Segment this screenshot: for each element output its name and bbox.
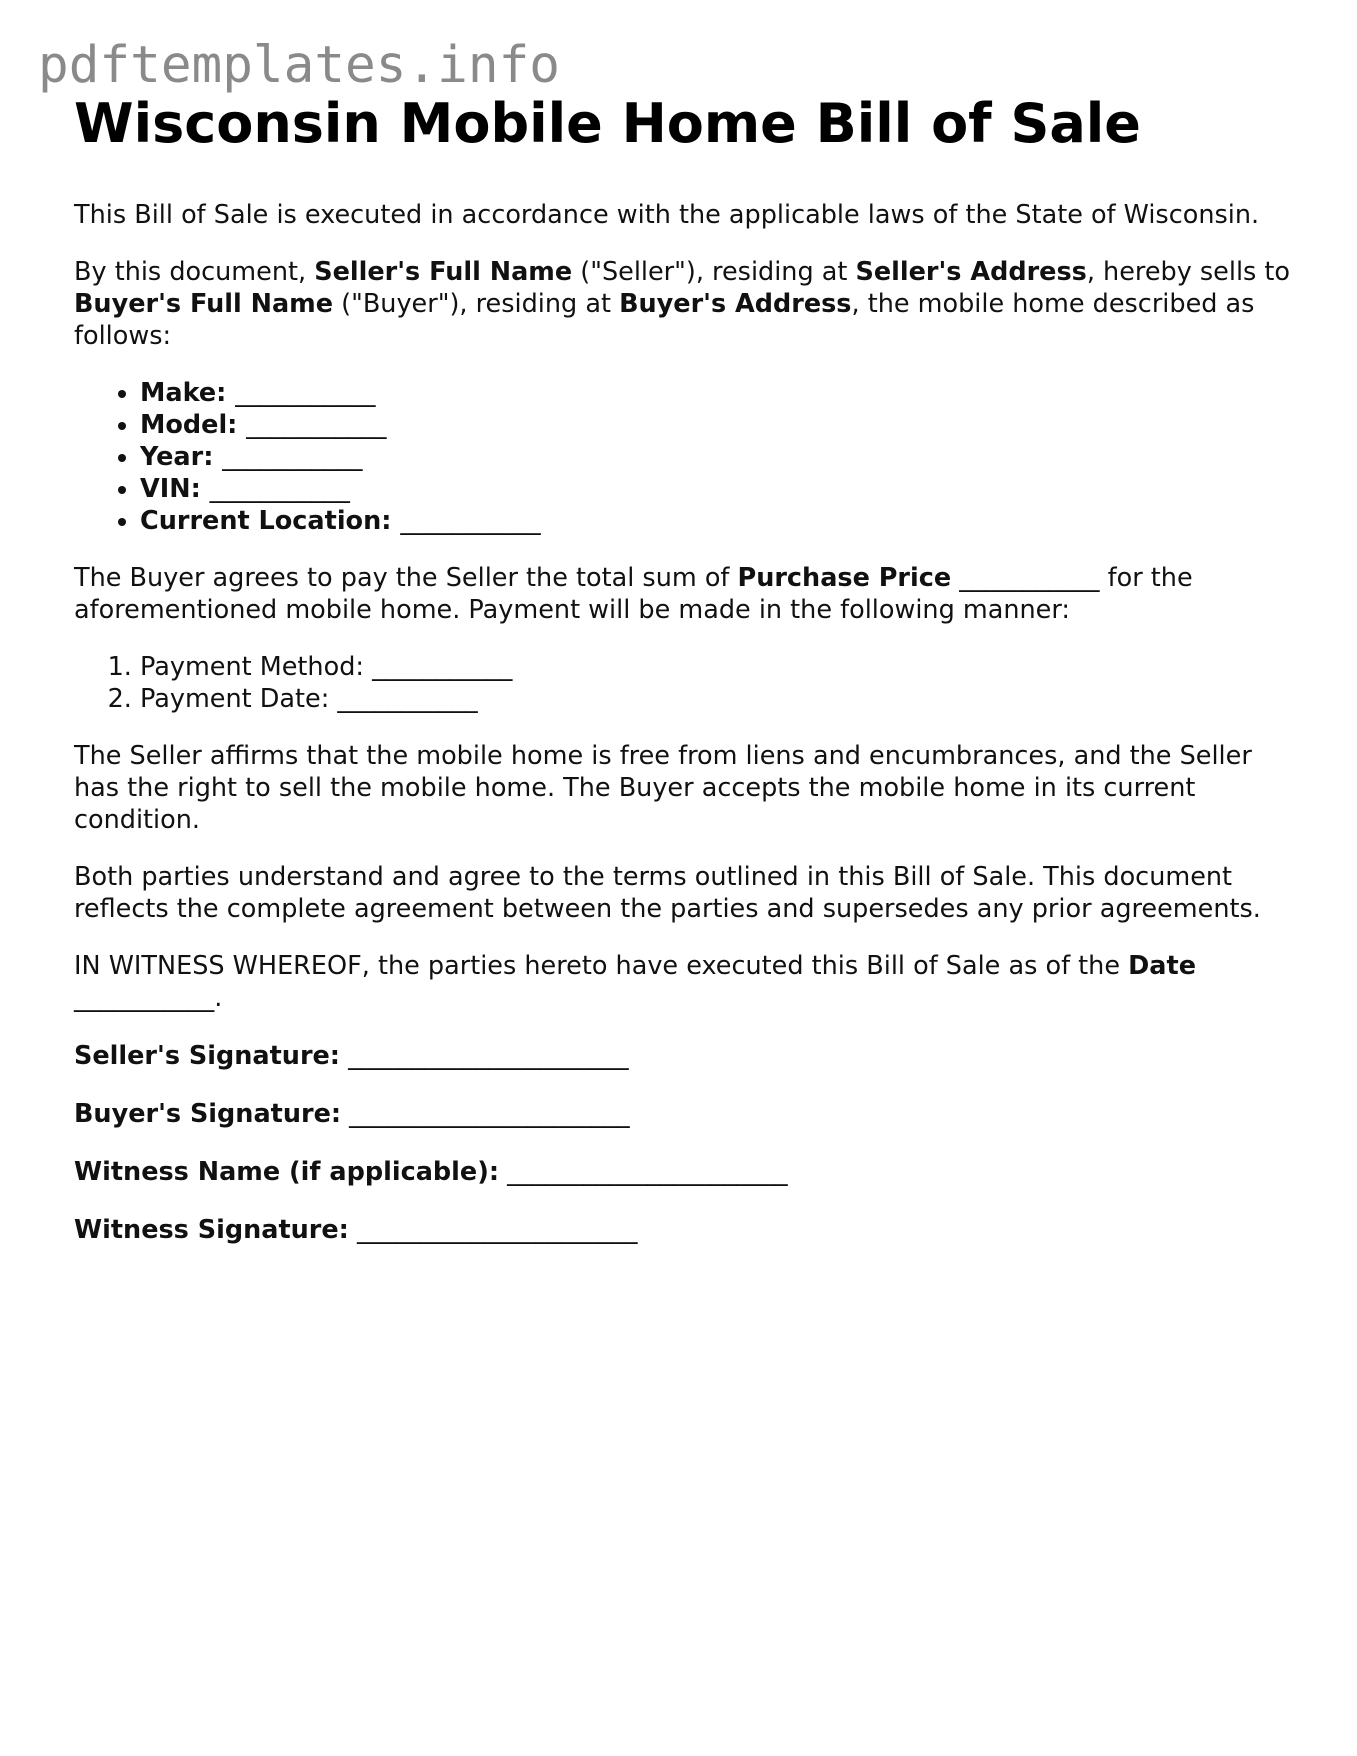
witness-text: IN WITNESS WHEREOF, the parties hereto have executed this Bill of Sale as of the	[74, 950, 1129, 981]
witness-paragraph	[74, 950, 1294, 1014]
parties-paragraph	[74, 256, 1294, 352]
detail-blank: ___________	[235, 377, 376, 408]
affirmation-paragraph: The Seller affirms that the mobile home is free from liens and encumbrances, and the Seller has the right to sell the mobile home. The Buyer accepts the mobile home in its current condition.	[74, 740, 1252, 835]
signature-blank: ______________________	[340, 1040, 629, 1071]
page-title: Wisconsin Mobile Home Bill of Sale	[74, 92, 1141, 155]
signature-label: Seller's Signature:	[74, 1040, 341, 1071]
purchase-price-blank: ___________	[951, 562, 1108, 593]
date-label: Date	[1128, 950, 1196, 981]
detail-make	[140, 377, 1294, 409]
signature-label: Witness Name (if applicable):	[74, 1156, 500, 1187]
parties-text: , hereby sells to	[1086, 256, 1291, 287]
payment-date-item: 2. Payment Date: ___________	[140, 683, 1294, 715]
detail-blank: ___________	[400, 505, 541, 536]
signature-label: Witness Signature:	[74, 1214, 349, 1245]
witness-signature-line	[74, 1214, 1294, 1246]
signature-blank: ______________________	[348, 1214, 638, 1245]
detail-vin	[140, 473, 1294, 505]
signature-blank: ______________________	[499, 1156, 788, 1187]
detail-label: VIN:	[140, 473, 201, 504]
intro-paragraph: This Bill of Sale is executed in accordance with the applicable laws of the State of Wisconsin.	[74, 199, 1260, 230]
payment-method-item: 1. Payment Method: ___________	[140, 651, 1294, 683]
detail-current-location	[140, 505, 1294, 537]
detail-label: Make:	[140, 377, 227, 408]
detail-label: Current Location:	[140, 505, 392, 536]
payment-text: for the aforementioned mobile home. Payment will be made in the following manner:	[74, 562, 1193, 625]
parties-text: ("Seller"), residing at	[572, 256, 856, 287]
buyer-address-field: Buyer's Address	[619, 288, 852, 319]
seller-name-field: Seller's Full Name	[314, 256, 573, 287]
detail-year	[140, 441, 1294, 473]
document-page	[74, 92, 1294, 1246]
seller-address-field: Seller's Address	[855, 256, 1087, 287]
home-details-list	[74, 377, 1294, 537]
seller-signature-line	[74, 1040, 1294, 1072]
detail-label: Model:	[140, 409, 238, 440]
buyer-signature-line	[74, 1098, 1294, 1130]
parties-text: ("Buyer"), residing at	[333, 288, 620, 319]
parties-text: , the mobile home described as follows:	[74, 288, 1255, 351]
agreement-paragraph: Both parties understand and agree to the terms outlined in this Bill of Sale. This document reflects the complete agreement between the parties and supersedes any prior agreements.	[74, 861, 1261, 924]
detail-blank: ___________	[222, 441, 363, 472]
detail-blank: ___________	[246, 409, 387, 440]
detail-label: Year:	[140, 441, 214, 472]
buyer-name-field: Buyer's Full Name	[74, 288, 334, 319]
signature-label: Buyer's Signature:	[74, 1098, 342, 1129]
detail-blank: ___________	[209, 473, 350, 504]
signature-blank: ______________________	[341, 1098, 630, 1129]
date-blank: ___________.	[74, 982, 223, 1013]
payment-text: The Buyer agrees to pay the Seller the total sum of	[74, 562, 738, 593]
watermark: pdftemplates.info	[38, 36, 560, 95]
payment-paragraph	[74, 562, 1294, 626]
parties-text: By this document,	[74, 256, 315, 287]
witness-name-line	[74, 1156, 1294, 1188]
detail-model	[140, 409, 1294, 441]
payment-terms-list	[74, 651, 1294, 715]
purchase-price-label: Purchase Price	[737, 562, 952, 593]
